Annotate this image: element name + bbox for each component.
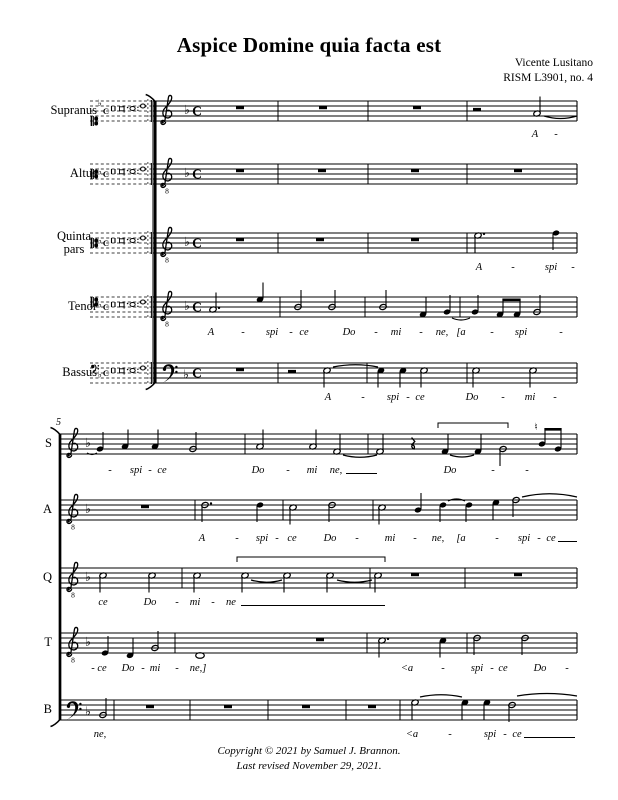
lyric-syllable: ce: [287, 533, 297, 544]
svg-text:8: 8: [71, 522, 75, 532]
lyric-syllable: -: [503, 729, 507, 740]
lyric-syllable: Do: [143, 597, 157, 608]
lyric-syllable: -: [108, 465, 112, 476]
lyric-syllable: -: [275, 533, 279, 544]
lyric-syllable: -: [355, 533, 359, 544]
lyric-syllable: -: [413, 533, 417, 544]
lyric-syllable: [a: [456, 327, 466, 338]
lyric-syllable: ne,: [329, 465, 343, 476]
lyric-syllable: mi: [149, 663, 161, 674]
svg-text:♭: ♭: [97, 166, 102, 177]
lyric-syllable: -: [490, 663, 494, 674]
lyric-syllable: mi: [390, 327, 402, 338]
lyric-syllable: Do: [465, 392, 479, 403]
svg-text:♭: ♭: [184, 102, 190, 117]
lyric-syllable: -: [211, 597, 215, 608]
lyric-syllable: -: [406, 392, 410, 403]
lyric-syllable: -: [361, 392, 365, 403]
svg-text:C: C: [102, 368, 110, 378]
svg-text:8: 8: [71, 655, 75, 665]
lyric-syllable: -: [241, 327, 245, 338]
measure-number: 5: [56, 417, 61, 428]
lyric-syllable: spi: [255, 533, 269, 544]
lyric-syllable: -: [537, 533, 541, 544]
voice-label: S: [45, 436, 52, 450]
lyric-syllable: ne,]: [189, 663, 207, 674]
svg-text:♭: ♭: [85, 569, 91, 584]
lyric-syllable: A: [207, 327, 215, 338]
voice-label: T: [44, 635, 52, 649]
lyric-syllable: -: [141, 663, 145, 674]
lyric-syllable: ce: [98, 597, 108, 608]
lyric-syllable: ce: [498, 663, 508, 674]
voice-label: B: [43, 702, 52, 716]
voice-label: Bassus: [62, 365, 97, 379]
melisma-extender: [241, 605, 385, 606]
page-title: Aspice Domine quia facta est: [176, 33, 442, 57]
lyric-syllable: Do: [323, 533, 337, 544]
lyric-syllable: -: [175, 597, 179, 608]
lyric-syllable: [a: [456, 533, 466, 544]
lyric-syllable: -: [491, 465, 495, 476]
lyric-syllable: -: [553, 392, 557, 403]
lyric-syllable: mi: [384, 533, 396, 544]
voice-label: Tenor: [68, 299, 97, 313]
lyric-syllable: ne: [226, 597, 236, 608]
lyric-syllable: spi: [470, 663, 484, 674]
lyric-syllable: ce: [157, 465, 167, 476]
lyric-syllable: Do: [342, 327, 356, 338]
lyric-syllable: - ce: [91, 663, 107, 674]
svg-text:♭: ♭: [183, 367, 189, 382]
lyric-syllable: -: [289, 327, 293, 338]
lyric-syllable: Do: [443, 465, 457, 476]
lyric-syllable: spi: [386, 392, 400, 403]
voice-label: A: [42, 502, 52, 516]
svg-text:C: C: [192, 365, 202, 381]
svg-text:C: C: [192, 103, 202, 119]
lyric-syllable: ce: [512, 729, 522, 740]
lyric-syllable: Do: [251, 465, 265, 476]
lyric-syllable: -: [501, 392, 505, 403]
lyric-syllable: -: [495, 533, 499, 544]
lyric-syllable: -: [525, 465, 529, 476]
voice-label: Quinta pars: [56, 229, 92, 256]
lyric-syllable: spi: [517, 533, 531, 544]
lyric-syllable: ne,: [435, 327, 449, 338]
svg-text:♭: ♭: [97, 369, 102, 380]
lyric-syllable: ne,: [431, 533, 445, 544]
lyric-syllable: Do: [121, 663, 135, 674]
lyric-syllable: spi: [129, 465, 143, 476]
lyric-syllable: -: [235, 533, 239, 544]
svg-text:♭: ♭: [85, 501, 91, 516]
svg-text:♭: ♭: [184, 165, 190, 180]
voice-label: Supranus: [50, 103, 97, 117]
svg-text:8: 8: [71, 590, 75, 600]
lyric-syllable: mi: [306, 465, 318, 476]
voice-label: Altus: [69, 166, 97, 180]
lyric-syllable: spi: [483, 729, 497, 740]
lyric-syllable: -: [448, 729, 452, 740]
lyric-syllable: -: [511, 262, 515, 273]
lyric-syllable: <a: [400, 663, 414, 674]
lyric-syllable: spi: [265, 327, 279, 338]
lyric-syllable: -: [419, 327, 423, 338]
lyric-syllable: ne,: [93, 729, 107, 740]
lyric-syllable: A: [531, 129, 539, 140]
lyric-syllable: -: [559, 327, 563, 338]
lyric-syllable: A: [198, 533, 206, 544]
svg-text:C: C: [102, 238, 110, 248]
svg-text:♭: ♭: [184, 234, 190, 249]
revision-line: Last revised November 29, 2021.: [236, 760, 382, 772]
svg-text:♭: ♭: [97, 98, 102, 108]
lyric-syllable: spi: [514, 327, 528, 338]
lyric-syllable: -: [441, 663, 445, 674]
lyric-syllable: A: [475, 262, 483, 273]
svg-text:♮: ♮: [534, 422, 538, 433]
lyric-syllable: Do: [533, 663, 547, 674]
lyric-syllable: mi: [189, 597, 201, 608]
svg-text:♭: ♭: [85, 634, 91, 649]
svg-text:8: 8: [165, 319, 169, 329]
lyric-syllable: mi: [524, 392, 536, 403]
lyric-syllable: -: [286, 465, 290, 476]
melisma-extender: [558, 541, 577, 542]
lyric-syllable: <a: [405, 729, 419, 740]
lyric-syllable: spi: [544, 262, 558, 273]
svg-text:C: C: [192, 235, 202, 251]
svg-text:C: C: [102, 169, 110, 179]
svg-text:C: C: [102, 106, 110, 116]
svg-text:8: 8: [165, 255, 169, 265]
melisma-extender: [346, 473, 377, 474]
svg-text:♭: ♭: [97, 299, 102, 310]
composer-name: Vicente Lusitano: [514, 57, 593, 69]
lyric-syllable: A: [324, 392, 332, 403]
lyric-syllable: -: [554, 129, 558, 140]
lyric-syllable: ce: [546, 533, 556, 544]
lyric-syllable: -: [565, 663, 569, 674]
copyright-line: Copyright © 2021 by Samuel J. Brannon.: [217, 745, 401, 757]
lyric-syllable: -: [374, 327, 378, 338]
lyric-syllable: -: [571, 262, 575, 273]
svg-text:♭: ♭: [184, 298, 190, 313]
svg-text:C: C: [102, 302, 110, 312]
svg-text:C: C: [192, 299, 202, 315]
lyric-syllable: ce: [415, 392, 425, 403]
lyric-syllable: -: [490, 327, 494, 338]
svg-text:♭: ♭: [97, 235, 102, 246]
lyric-syllable: -: [148, 465, 152, 476]
svg-text:♭: ♭: [85, 704, 91, 719]
svg-text:8: 8: [165, 186, 169, 196]
catalog-number: RISM L3901, no. 4: [503, 71, 593, 84]
voice-label: Q: [42, 570, 52, 584]
melisma-extender: [524, 737, 575, 738]
lyric-syllable: -: [175, 663, 179, 674]
svg-text:♭: ♭: [85, 435, 91, 450]
lyric-syllable: ce: [299, 327, 309, 338]
svg-text:C: C: [192, 166, 202, 182]
